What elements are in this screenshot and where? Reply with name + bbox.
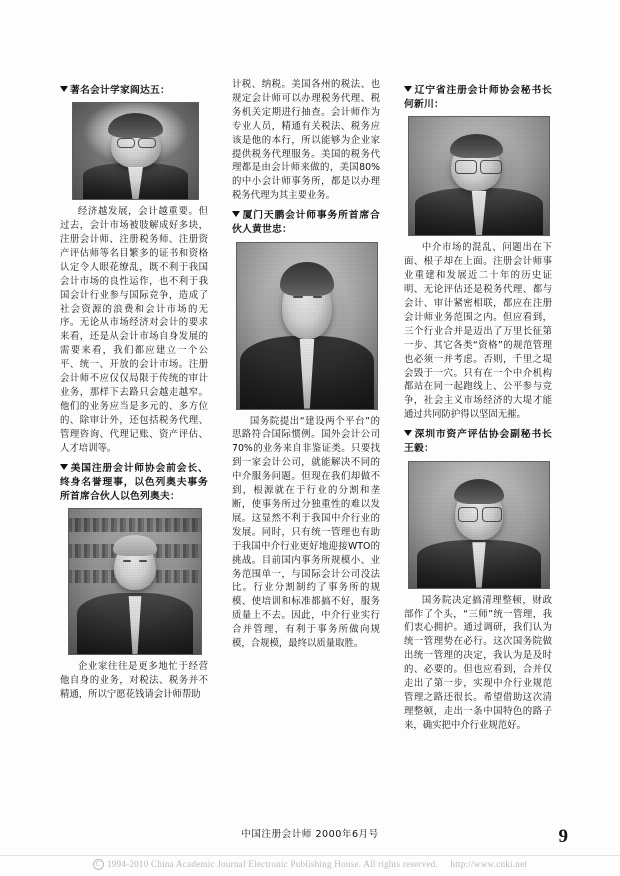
portrait-yan-dawu	[72, 102, 199, 200]
heading-huang-shizhong: 厦门天鹏会计师事务所首席合伙人黄世忠：	[232, 210, 380, 236]
paragraph: 计税、纳税。美国各州的税法、也规定会计师可以办理税务代理、税务机关定期进行抽查。会计师作为专业人员，精通有关税法、税务应该是他的本行，所以能够为企业家提供税务代理服务。美国的税务代理都是由会计师来做的，美国80%的中小会计师事务所，都是以办理税务代理为其主要业务。	[232, 79, 380, 202]
copyright-icon: C	[93, 859, 104, 870]
page-footer: 中国注册会计师 2000年6月号	[241, 829, 379, 840]
paragraph: 企业家往往是更多地忙于经营他自身的业务，对税法、税务并不精通，所以宁愿花钱请会计师帮助	[60, 661, 208, 700]
triangle-bullet-icon	[60, 86, 68, 92]
paragraph: 经济越发展，会计越重要。但过去，会计市场被肢解成好多块，注册会计师、注册税务师、注册资产评估师等名目繁多的证书和资格认定令人眼花缭乱，既不利于我国会计市场的良性运作，也不利于我国会计行业参与国际竞争，造成了社会资源的浪费和会计市场的无序。无论从市场经济对会计的要求来看，还是从会计市场自身发展的需要来看，我们都应建立一个公平、统一、开放的会计市场。注册会计师不应仅仅局限于传统的审计业务，那样下去路只会越走越窄。他们的业务应当是多元的、多方位的、除审计外，还包括税务代理、管理咨询、代理记账、资产评估、人才培训等。	[60, 206, 208, 454]
page-number: 9	[558, 826, 568, 847]
copyright-watermark	[0, 859, 620, 870]
triangle-bullet-icon	[232, 211, 240, 217]
column-3	[404, 78, 552, 735]
portrait-huang-shizhong	[236, 242, 378, 410]
heading-wang-yi: 深圳市资产评估协会副秘书长王毅：	[404, 429, 552, 455]
copyright-text: 1994-2010 China Academic Journal Electronic Publishing House. All rights reserved.	[106, 859, 438, 869]
portrait-israel-olive	[68, 508, 202, 655]
triangle-bullet-icon	[60, 464, 68, 470]
footer-divider	[0, 855, 620, 856]
portrait-he-xinchuan	[408, 116, 550, 236]
triangle-bullet-icon	[404, 86, 412, 92]
paragraph: 国务院决定搞清理整顿，财政部作了个头，“三师”统一管理，我们衷心拥护。通过调研，我们认为统一管理势在必行。这次国务院做出统一管理的决定，我认为是及时的、必要的。但也应看到，合并仅走出了第一步，实现中介行业规范管理之路还很长。希望借助这次清理整顿，走出一条中国特色的路子来，确实把中介行业规范好。	[404, 594, 552, 731]
portrait-wang-yi	[408, 461, 550, 589]
column-2	[232, 78, 380, 653]
paragraph: 中介市场的混乱、问题出在下面、根子却在上面。注册会计师事业重建和发展近二十年的历史证明、无论评估还是税务代理、都与会计、审计紧密相联，都应在注册会计师业务范围之内。但应看到，三个行业合并是迈出了万里长征第一步、其它各类“资格”的规范管理也必须一并考虑。否则，千里之堤会毁于一穴。只有在一个中介机构都站在同一起跑线上、公平参与竞争，社会主义市场经济的大堤才能通过共同防护得以坚固无摧。	[404, 242, 552, 421]
heading-he-xinchuan: 辽宁省注册会计师协会秘书长何新川：	[404, 85, 552, 111]
column-1	[60, 78, 208, 704]
paragraph: 国务院提出“建设两个平台”的思路符合国际惯例。国外会计公司70%的业务来自非鉴证类。只要找到一家会计公司，就能解决不同的中介服务问题。但现在我们却做不到，根源就在于行业的分割和垄断，使事务所过分独重性的难以发展。这显然不利于我国中介行业的发展。同时，只有统一管理也有助于我国中介行业更好地迎接WTO的挑战。目前国内事务所规模小、业务范围单一，与国际会计公司没法比。行业分割制约了事务所的规模、使培训和标准都搞不好，服务质量上不去。因此，中介行业实行合并管理，有利于事务所做向规模，合规模，最终以质量取胜。	[232, 415, 380, 650]
copyright-url: http://www.cnki.net	[450, 859, 528, 869]
heading-yan-dawu: 著名会计学家阎达五：	[60, 84, 208, 98]
triangle-bullet-icon	[404, 430, 412, 436]
heading-israel-olive: 美国注册会计师协会前会长、终身名誉理事，以色列奥夫事务所首席合伙人以色列奥夫：	[60, 462, 208, 502]
